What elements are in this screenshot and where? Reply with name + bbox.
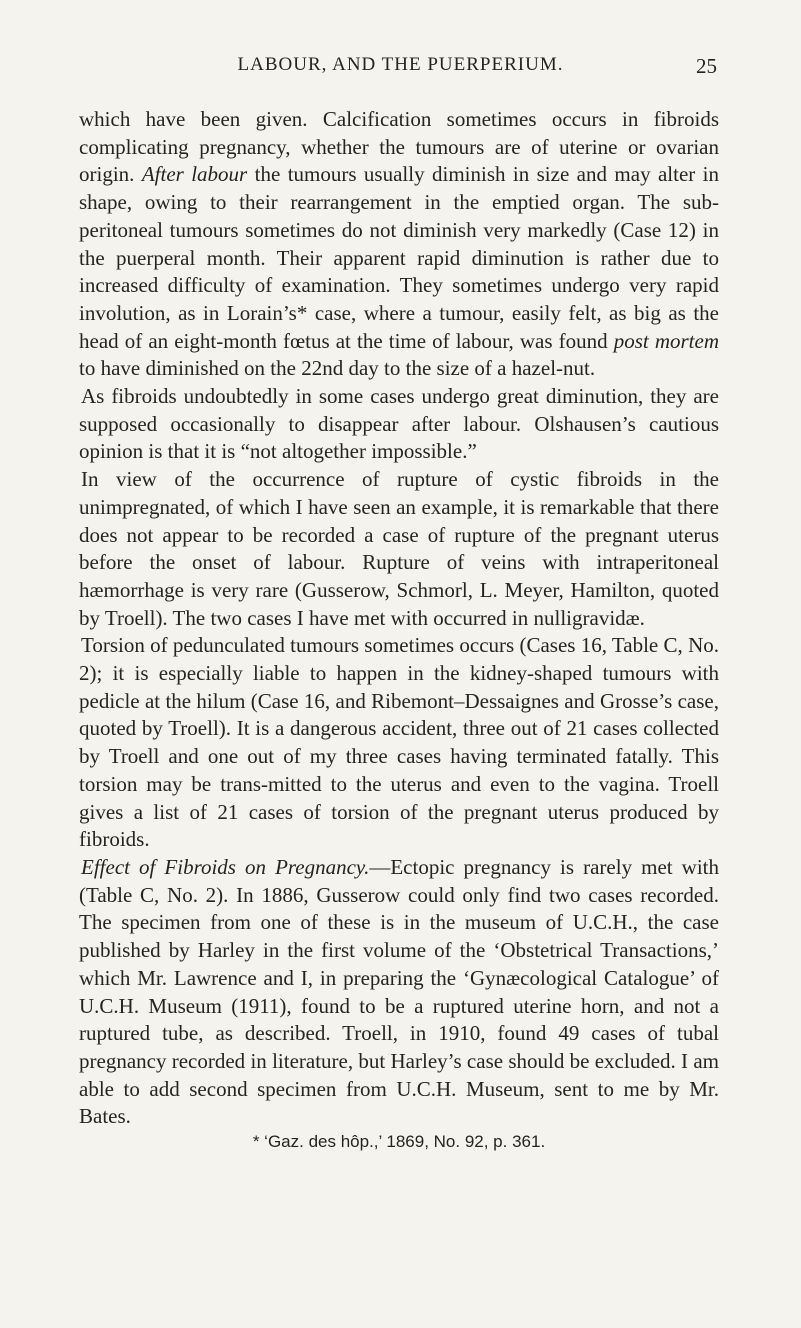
page-number: 25 [696,54,717,78]
paragraph-2: As fibroids undoubtedly in some cases undergo great diminution, they are supposed occasionally to disappear after labour. Olshausen’s cautious opinion is that it is “not altogether impossible.” [79,384,719,464]
paragraph-5-text: —Ectopic pregnancy is rarely met with (Table C, No. 2). In 1886, Gusserow could only find two cases recorded. The specimen from one of these is in the museum of U.C.H., the case published by Harley in the first volume of the ‘Obstetrical Transactions,’ which Mr. Lawrence and I, in preparing the ‘Gynæcological Catalogue’ of U.C.H. Museum (1911), found to be a ruptured uterine horn, and not a ruptured tube, as described. Troell, in 1910, found 49 cases of tubal pregnancy recorded in literature, but Harley’s case should be excluded. I am able to add second specimen from U.C.H. Museum, sent to me by Mr. Bates. [79,854,719,1129]
footnote: * ‘Gaz. des hôp.,’ 1869, No. 92, p. 361. [252,1132,546,1152]
paragraph-4: Torsion of pedunculated tumours sometimes occurs (Cases 16, Table C, No. 2); it is especially liable to happen in the kidney-shaped tumours with pedicle at the hilum (Case 16, and Ribemont–Dessaignes and Grosse’s case, quoted by Troell). It is a dangerous accident, three out of 21 cases collected by Troell and one out of my three cases having terminated fatally. This torsion may be trans-mitted to the uterus and even to the vagina. Troell gives a list of 21 cases of torsion of the pregnant uterus produced by fibroids. [79,633,719,852]
page-header [0,54,801,84]
paragraph-1 [79,106,719,383]
paragraph-1-part-1: which have been given. Calcification sometimes occurs in fibroids complicating pregnancy, whether the tumours are of uterine or ovarian origin. [79,107,719,187]
running-title: LABOUR, AND THE PUERPERIUM. [237,54,564,75]
paragraph-1-italic-2: post mortem [613,328,719,353]
section-heading: Effect of Fibroids on Pregnancy. [81,854,370,879]
paragraph-1-italic-1: After labour [141,162,248,187]
paragraph-1-part-2: the tumours usually diminish in size and may alter in shape, owing to their rearrangement in the emptied organ. The sub-peritoneal tumours sometimes do not diminish very markedly (Case 12) in the puerperal month. Their apparent rapid diminution is rather due to increased difficulty of examination. They sometimes undergo very rapid involution, as in Lorain’s* case, where a tumour, easily felt, as big as the head of an eight-month fœtus at the time of labour, was found [79,162,720,353]
paragraph-3: In view of the occurrence of rupture of cystic fibroids in the unimpregnated, of which I have seen an example, it is remarkable that there does not appear to be recorded a case of rupture of the pregnant uterus before the onset of labour. Rupture of veins with intraperitoneal hæmorrhage is very rare (Gusserow, Schmorl, L. Meyer, Hamilton, quoted by Troell). The two cases I have met with occurred in nulligravidæ. [79,467,719,630]
paragraph-1-part-3: to have diminished on the 22nd day to the size of a hazel-nut. [79,356,596,381]
paragraph-5 [79,854,719,1131]
body-text [79,106,719,1153]
